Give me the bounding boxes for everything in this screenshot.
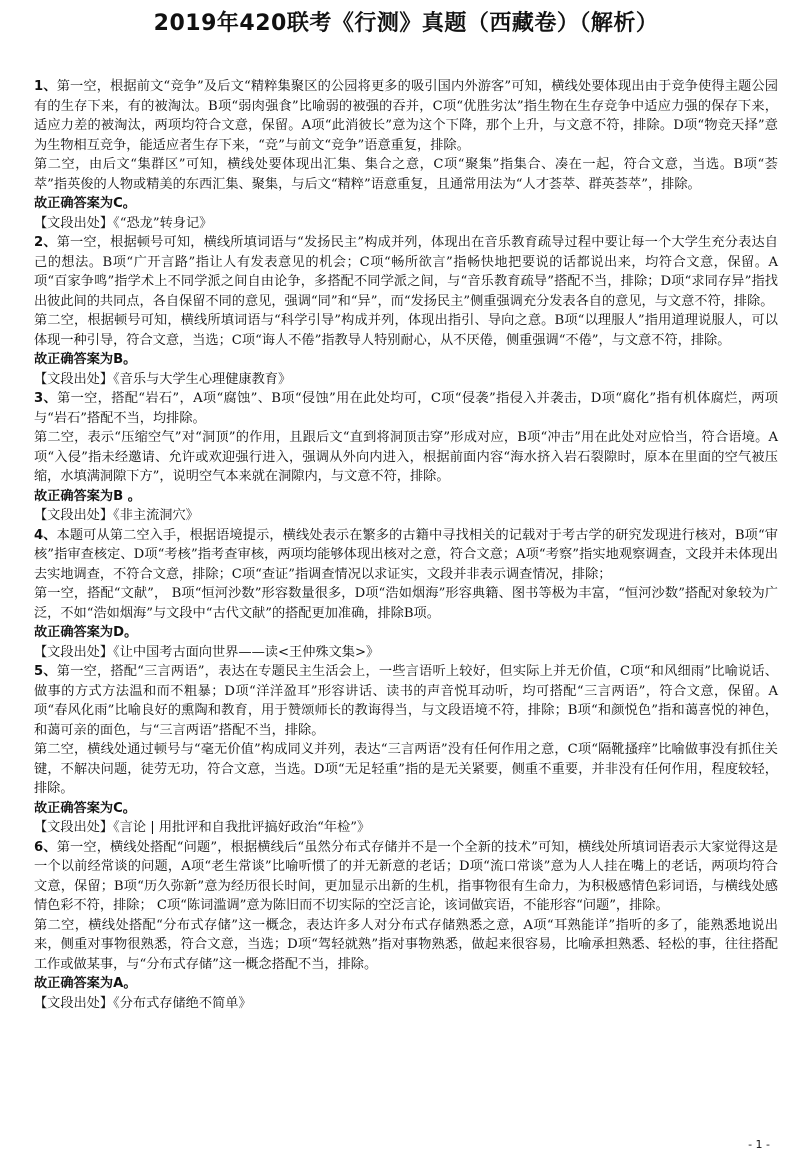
question-number: 3、 <box>34 391 58 406</box>
explanation-text: 第二空，根据顿号可知，横线所填词语与“科学引导”构成并列，体现出指引、导向之意。B项“以理服人”指用道理说服人，可以体现一种引导，符合文意，当选；C项“诲人不倦”指教导人特别耐心，从不厌倦，侧重强调“不倦”，与文意不符，排除。 <box>34 313 778 348</box>
question-number: 1、 <box>34 79 57 94</box>
correct-answer: 故正确答案为B 。 <box>34 488 141 504</box>
explanation-text: 本题可从第二空入手，根据语境提示，横线处表示在繁多的古籍中寻找相关的记载对于考古学的研究发现进行核对，B项“审核”指审查核定、D项“考核”指考查审核，两项均能够体现出核对之意，符合文意；A项“考察”指实地观察调查，文段并未体现出去实地调查，不符合文意，排除；C项“查证”指调查情况以求证实，文段并非表示调查情况，排除； <box>34 527 778 582</box>
passage-source: 【文段出处】《让中国考古面向世界——读<王仲殊文集>》 <box>34 644 380 660</box>
explanation-paragraph <box>34 428 778 487</box>
page-number: - 1 - <box>748 1138 770 1151</box>
explanation-paragraph <box>34 526 778 585</box>
question-block <box>34 389 778 526</box>
page-title: 2019年420联考《行测》真题（西藏卷）（解析） <box>153 11 659 36</box>
explanation-paragraph <box>34 233 778 311</box>
explanation-text: 第一空，根据前文“竞争”及后文“精粹集聚区的公园将更多的吸引国内外游客”可知，横线处要体现出由于竞争使得主题公园有的生存下来，有的被淘汰。B项“弱肉强食”比喻弱的被强的吞并，C项“优胜劣汰”指生物在生存竞争中适应力强的保存下来，适应力差的被淘汰，两项均符合文意，保留。A项“此消彼长”意为这个下降，那个上升，与文意不符，排除。D项“物竞天择”意为生物相互竞争，能适应者生存下来，“竞”与前文“竞争”语意重复，排除。 <box>34 79 778 153</box>
explanation-paragraph <box>34 740 778 799</box>
explanation-paragraph <box>34 916 778 975</box>
passage-source: 【文段出处】《言论 | 用批评和自我批评搞好政治“年检”》 <box>34 820 371 835</box>
question-list <box>34 77 778 1013</box>
question-block <box>34 526 778 663</box>
correct-answer: 故正确答案为C。 <box>34 800 136 816</box>
question-number: 2、 <box>34 235 57 250</box>
passage-source: 【文段出处】《非主流洞穴》 <box>34 508 199 523</box>
explanation-text: 第二空，横线处通过顿号与“毫无价值”构成同义并列，表达“三言两语”没有任何作用之意，C项“隔靴搔痒”比喻做事没有抓住关键，不解决问题，徒劳无功，符合文意，当选。D项“无足轻重”指的是无关紧要，侧重不重要，并非没有任何作用，程度较轻，排除。 <box>34 742 778 796</box>
question-block <box>34 838 778 1014</box>
explanation-text: 第二空，由后文“集群区”可知，横线处要体现出汇集、集合之意，C项“聚集”指集合、凑在一起，符合文意，当选。B项“荟萃”指英俊的人物或精美的东西汇集、聚集，与后文“精粹”语意重复，且通常用法为“人才荟萃、群英荟萃”，排除。 <box>34 157 778 192</box>
explanation-text: 第二空，表示“压缩空气”对“洞顶”的作用，且跟后文“直到将洞顶击穿”形成对应，B项“冲击”用在此处对应恰当，符合语境。A项“入侵”指未经邀请、允许或欢迎强行进入，强调从外向内进入，根据前面内容“海水挤入岩石裂隙时，原本在里面的空气被压缩，水填满洞隙下方”，说明空气本来就在洞隙内，与文意不符，排除。 <box>34 430 778 484</box>
explanation-paragraph <box>34 389 778 428</box>
explanation-text: 第二空，横线处搭配“分布式存储”这一概念，表达许多人对分布式存储熟悉之意，A项“耳熟能详”指听的多了，能熟悉地说出来，侧重对事物很熟悉，符合文意，当选；D项“驾轻就熟”指对事物熟悉，做起来很容易，比喻承担熟悉、轻松的事，往往搭配工作或做某事，与“分布式存储”这一概念搭配不当，排除。 <box>34 917 778 972</box>
explanation-paragraph <box>34 77 778 155</box>
passage-source: 【文段出处】《分布式存储绝不简单》 <box>34 995 252 1011</box>
correct-answer: 故正确答案为D。 <box>34 625 138 640</box>
explanation-paragraph <box>34 155 778 194</box>
passage-source: 【文段出处】《音乐与大学生心理健康教育》 <box>34 371 292 387</box>
explanation-text: 第一空，搭配“岩石”，A项“腐蚀”、B项“侵蚀”用在此处均可，C项“侵袭”指侵入并袭击，D项“腐化”指有机体腐烂，两项与“岩石”搭配不当，均排除。 <box>34 391 778 426</box>
explanation-paragraph <box>34 662 778 740</box>
correct-answer: 故正确答案为C。 <box>34 196 136 211</box>
passage-source: 【文段出处】《“恐龙”转身记》 <box>34 215 213 231</box>
explanation-text: 第一空，横线处搭配“问题”，根据横线后“虽然分布式存储并不是一个全新的技术”可知，横线处所填词语表示大家觉得这是一个以前经常谈的问题，A项“老生常谈”比喻听惯了的并无新意的老话；D项“流口常谈”意为人人挂在嘴上的老话，两项均符合文意，保留；B项“历久弥新”意为经历很长时间，更加显示出新的生机，指事物很有生命力，为积极感情色彩词语，与横线处感情色彩不符，排除； C项“陈词滥调”意为陈旧而不切实际的空泛言论，该词做宾语，不能形容“问题”，排除。 <box>34 839 778 913</box>
question-number: 6、 <box>34 839 57 855</box>
question-block <box>34 233 778 389</box>
explanation-paragraph <box>34 838 778 916</box>
explanation-text: 第一空，搭配“文献”， B项“恒河沙数”形容数量很多，D项“浩如烟海”形容典籍、图书等极为丰富，“恒河沙数”搭配对象较为广泛，不如“浩如烟海”与文段中“古代文献”的搭配更加准确，排除B项。 <box>34 586 778 621</box>
explanation-paragraph <box>34 584 778 623</box>
explanation-paragraph <box>34 311 778 350</box>
explanation-text: 第一空，根据顿号可知，横线所填词语与“发扬民主”构成并列，体现出在音乐教育疏导过程中要让每一个大学生充分表达自己的想法。B项“广开言路”指让人有发表意见的机会；C项“畅所欲言”指畅快地把要说的话都说出来，均符合文意，保留。A项“百家争鸣”指学术上不同学派之间自由论争，多搭配不同学派之间，与“音乐教育疏导”搭配不当，排除；D项“求同存异”指找出彼此间的共同点，各自保留不同的意见，强调“同”和“异”，而“发扬民主”侧重强调充分发表各自的意见，与文意不符，排除。 <box>34 235 778 309</box>
explanation-text: 第一空，搭配“三言两语”，表达在专题民主生活会上，一些言语听上较好，但实际上并无价值，C项“和风细雨”比喻说话、做事的方式方法温和而不粗暴；D项“洋洋盈耳”形容讲话、读书的声音悦耳动听，均可搭配“三言两语”，符合文意，保留。A项“春风化雨”比喻良好的熏陶和教育，用于赞颂师长的教诲得当，与文段语境不符，排除；B项“和颜悦色”指和蔼喜悦的神色，和蔼可亲的面色，与“三言两语”搭配不当，排除。 <box>34 664 778 738</box>
correct-answer: 故正确答案为A。 <box>34 976 137 991</box>
question-number: 5、 <box>34 664 57 679</box>
correct-answer: 故正确答案为B。 <box>34 352 137 367</box>
question-block <box>34 662 778 838</box>
question-block <box>34 77 778 233</box>
question-number: 4、 <box>34 527 57 543</box>
